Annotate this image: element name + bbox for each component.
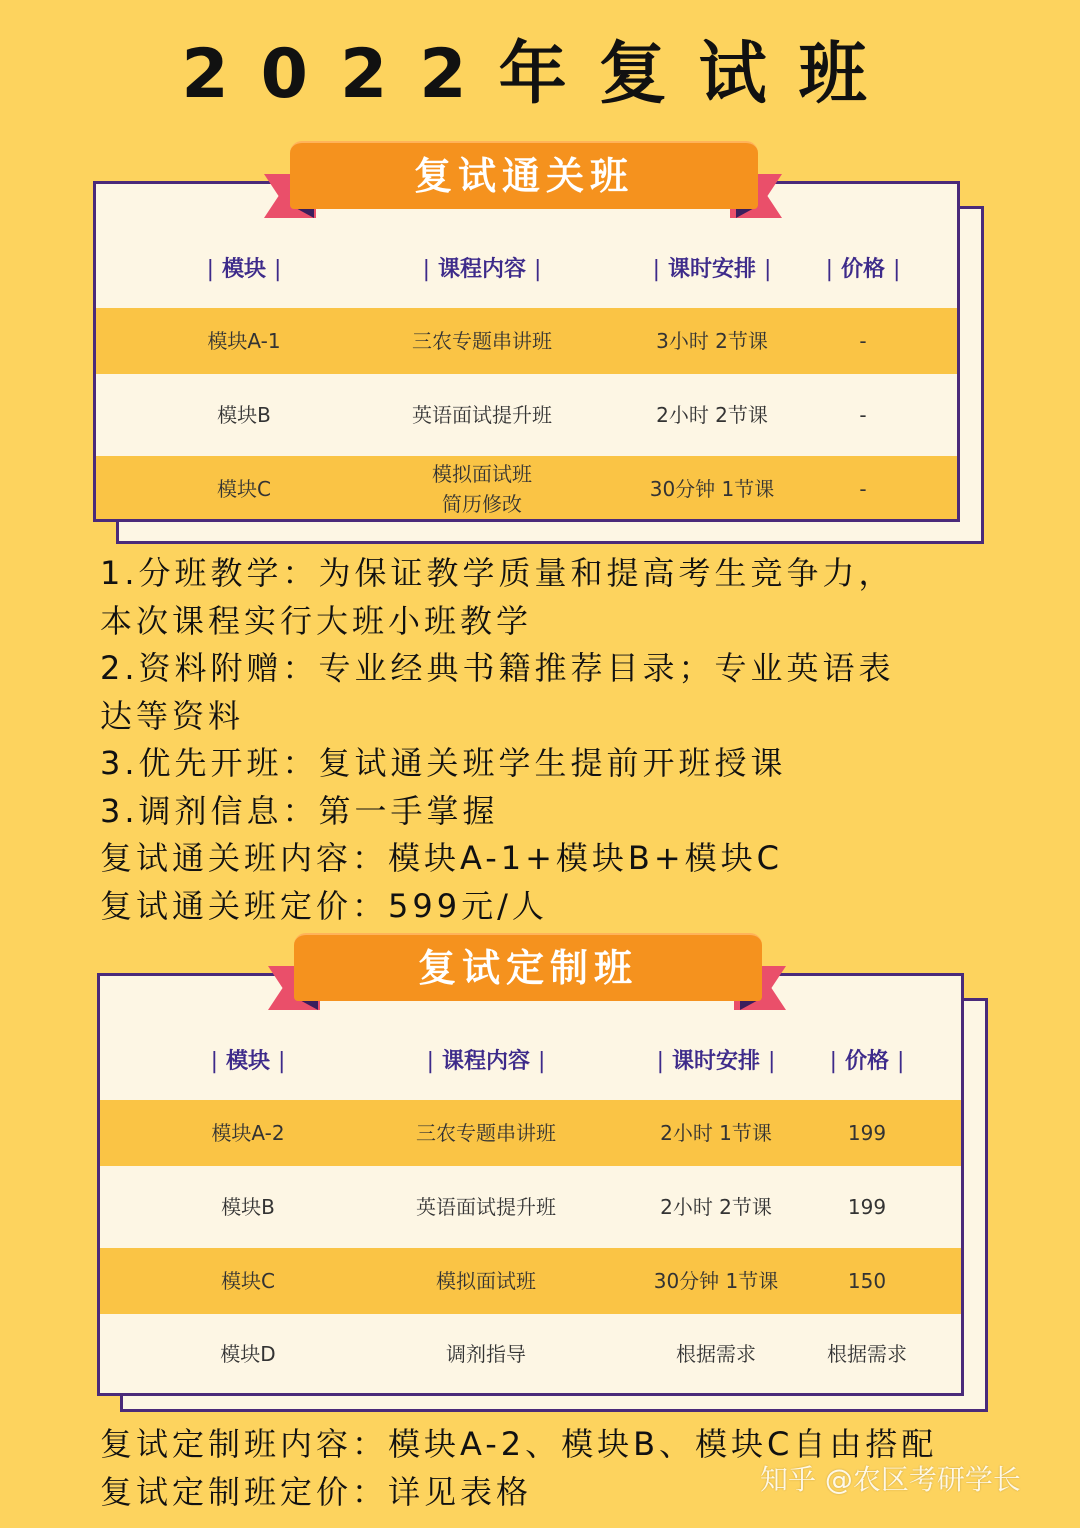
cell-module: 模块C	[217, 477, 271, 501]
cell-hours: 2小时 2节课	[660, 1195, 772, 1219]
note-line: 3.调剂信息：第一手掌握	[100, 791, 499, 830]
cell-price: 150	[847, 1269, 887, 1293]
pricing-table-1	[93, 181, 960, 522]
header-price: | 价格 |	[829, 1049, 905, 1074]
table-row	[100, 1166, 961, 1248]
watermark: 知乎 @农区考研学长	[760, 1463, 1021, 1496]
cell-price: -	[859, 403, 867, 427]
note-line: 复试定制班内容：模块A-2、模块B、模块C自由搭配	[100, 1425, 938, 1463]
page-title: 2022年复试班	[181, 35, 899, 114]
header-content: | 课程内容 |	[426, 1049, 546, 1074]
cell-module: 模块B	[217, 403, 271, 427]
note-line: 2.资料附赠：专业经典书籍推荐目录；专业英语表	[100, 649, 895, 687]
note-line: 3.优先开班：复试通关班学生提前开班授课	[100, 744, 787, 782]
note-line: 复试通关班内容：模块A-1+模块B+模块C	[100, 839, 784, 877]
cell-content: 三农专题串讲班	[416, 1121, 556, 1145]
cell-module: 模块A-2	[211, 1121, 285, 1145]
header-module: | 模块 |	[210, 1049, 286, 1074]
header-hours: | 课时安排 |	[652, 257, 772, 282]
section-banner-2: 复试定制班	[294, 933, 762, 1001]
cell-hours: 根据需求	[676, 1342, 756, 1366]
note-line: 1.分班教学：为保证教学质量和提高考生竞争力，	[100, 554, 895, 592]
cell-module: 模块B	[221, 1195, 275, 1219]
note-line: 复试通关班定价：599元/人	[100, 886, 548, 925]
table-row	[100, 1314, 961, 1394]
header-module: | 模块 |	[206, 257, 282, 282]
table-row	[100, 1100, 961, 1166]
cell-module: 模块D	[220, 1342, 276, 1366]
table-header	[96, 234, 957, 294]
cell-price: -	[859, 477, 867, 501]
cell-hours: 30分钟 1节课	[649, 477, 775, 501]
notes-section-1	[100, 550, 1000, 930]
cell-content-line2: 简历修改	[442, 492, 522, 516]
cell-price: 根据需求	[827, 1342, 907, 1366]
table-row	[100, 1248, 961, 1314]
table-row	[96, 308, 957, 374]
cell-hours: 30分钟 1节课	[653, 1269, 779, 1293]
header-content: | 课程内容 |	[422, 257, 542, 282]
header-hours: | 课时安排 |	[656, 1049, 776, 1074]
note-line: 达等资料	[100, 696, 245, 735]
section-banner-1: 复试通关班	[290, 141, 758, 209]
note-line: 本次课程实行大班小班教学	[100, 601, 533, 640]
cell-hours: 3小时 2节课	[656, 329, 768, 353]
cell-price: 199	[847, 1195, 887, 1219]
cell-module: 模块C	[221, 1269, 275, 1293]
cell-content-line1: 模拟面试班	[432, 462, 532, 486]
cell-content: 英语面试提升班	[416, 1195, 556, 1219]
table-header	[100, 1026, 961, 1086]
cell-content	[432, 459, 532, 519]
header-price: | 价格 |	[825, 257, 901, 282]
pricing-table-2	[97, 973, 964, 1396]
cell-content: 三农专题串讲班	[412, 329, 552, 353]
cell-price: -	[859, 329, 867, 353]
cell-price: 199	[847, 1121, 887, 1145]
cell-hours: 2小时 1节课	[660, 1121, 772, 1145]
cell-content: 英语面试提升班	[412, 403, 552, 427]
cell-content: 调剂指导	[446, 1342, 526, 1366]
cell-content: 模拟面试班	[436, 1269, 536, 1293]
table-row	[96, 374, 957, 456]
cell-module: 模块A-1	[207, 329, 281, 353]
table-row	[96, 456, 957, 522]
note-line: 复试定制班定价：详见表格	[100, 1472, 533, 1511]
cell-hours: 2小时 2节课	[656, 403, 768, 427]
